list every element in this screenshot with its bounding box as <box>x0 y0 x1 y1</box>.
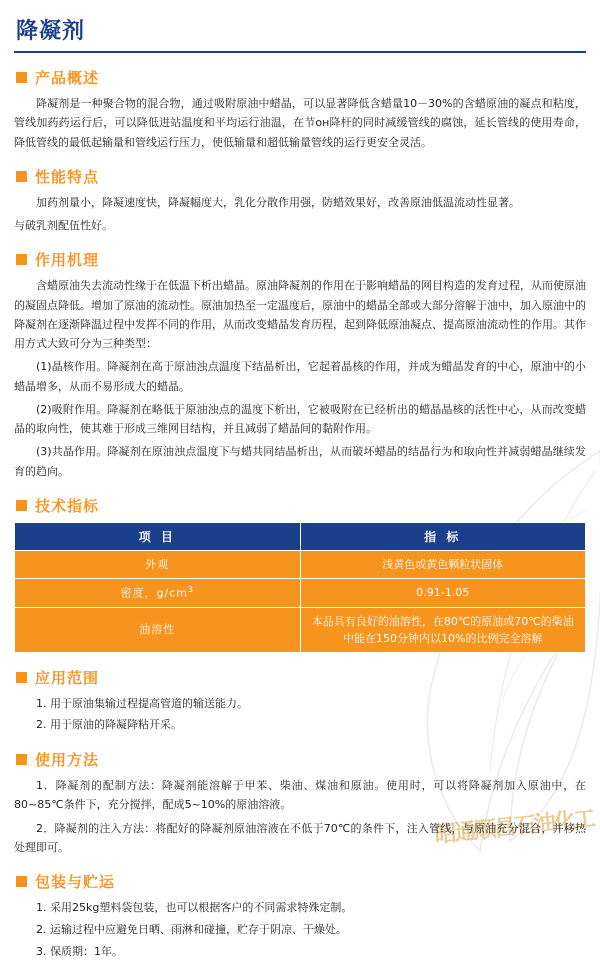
paragraph: 降凝剂是一种聚合物的混合物，通过吸附原油中蜡晶，可以显著降低含蜡量10－30%的含蜡原油的凝点和粘度，管线加药药运行后，可以降低进站温度和平均运行油温，在节он降杆的同时减缓管线的腐蚀，延长管线的使用寿命，降低管线的最低起输量和管线运行压力，使低输量和超低输量管线的运行更安全灵活。 <box>14 97 586 149</box>
cell-label-base: 密度，g/cm <box>120 586 188 600</box>
title-divider <box>14 51 586 53</box>
paragraph: 与破乳剂配伍性好。 <box>14 219 113 232</box>
company-watermark-text: 昭通顺昌石油化工 <box>433 806 596 849</box>
square-bullet-icon <box>16 254 27 265</box>
cell-label: 外观 <box>15 550 301 578</box>
section-title: 作用机理 <box>35 251 100 270</box>
section-heading-specifications <box>16 495 586 516</box>
list-item: 2. 运输过程中应避免日晒、雨淋和碰撞，贮存于阴凉、干燥处。 <box>36 922 347 936</box>
square-bullet-icon <box>16 72 27 83</box>
section-title: 包装与贮运 <box>35 873 116 892</box>
paragraph: (2)吸附作用。降凝剂在略低于原油浊点的温度下析出，它被吸附在已经析出的蜡晶晶核的活性中心，从而改变蜡晶的取向性，使其难于形成三维网目结构，并且减弱了蜡晶间的黏附作用。 <box>14 402 586 435</box>
section-heading-usage <box>16 749 586 770</box>
paragraph: (1)晶核作用。降凝剂在高于原油浊点温度下结晶析出，它起着晶核的作用，并成为蜡晶发育的中心，原油中的小蜡晶增多，从而不易形成大的蜡晶。 <box>14 360 586 393</box>
column-header-item: 项 目 <box>15 522 301 550</box>
section-heading-mechanism <box>16 249 586 270</box>
cell-label <box>15 578 301 607</box>
table-row <box>15 607 586 652</box>
section-title: 产品概述 <box>35 69 100 87</box>
paragraph: (3)共晶作用。降凝剂在原油浊点温度下与蜡共同结晶析出，从而破坏蜡晶的结晶行为和取向性并减弱蜡晶继续发育的趋向。 <box>14 445 586 478</box>
square-bullet-icon <box>16 500 27 511</box>
section-heading-features <box>16 166 586 187</box>
paragraph: 含蜡原油失去流动性缘于在低温下析出蜡晶。原油降凝剂的作用在于影响蜡晶的网目构造的发育过程，从而使原油的凝固点降低。增加了原油的流动性。原油加热至一定温度后，原油中的蜡晶全部或大部分溶解于油中，加入原油中的降凝剂在逐渐降温过程中发挥不同的作用，从而改变蜡晶发育历程，起到降低原油凝点、提高原油流动性的作用。其作用方式大致可分为三种类型： <box>14 279 586 350</box>
list-item: 1. 采用25kg塑料袋包装，也可以根据客户的不同需求特殊定制。 <box>36 901 353 915</box>
section-heading-overview <box>16 67 586 88</box>
specification-table <box>14 522 586 653</box>
square-bullet-icon <box>16 754 27 765</box>
section-title: 应用范围 <box>35 668 100 687</box>
table-row <box>15 578 586 607</box>
paragraph: 1．降凝剂的配制方法：降凝剂能溶解于甲苯、柴油、煤油和原油。使用时，可以将降凝剂加入原油中，在80~85℃条件下，充分搅拌，配成5~10%的原油溶液。 <box>14 779 586 812</box>
table-header-row <box>15 522 586 550</box>
page-title: 降凝剂 <box>16 19 86 44</box>
section-title: 技术指标 <box>35 496 100 515</box>
paragraph: 2．降凝剂的注入方法：将配好的降凝剂原油溶液在不低于70℃的条件下，注入管线，与原油充分混合，并移热处理即可。 <box>14 821 586 854</box>
column-header-index: 指 标 <box>300 522 586 550</box>
cell-value: 0.91-1.05 <box>300 578 586 607</box>
table-row <box>15 550 586 578</box>
section-heading-packaging <box>16 871 586 892</box>
section-heading-applications <box>16 667 586 688</box>
list-item: 3. 保质期：1年。 <box>36 944 123 958</box>
square-bullet-icon <box>16 876 27 887</box>
square-bullet-icon <box>16 672 27 683</box>
list-item: 2. 用于原油的降凝降粘开采。 <box>36 718 182 732</box>
section-title: 使用方法 <box>35 751 100 770</box>
square-bullet-icon <box>16 171 27 182</box>
cell-value: 浅黄色或黄色颗粒状固体 <box>300 550 586 578</box>
cell-label-superscript: 3 <box>187 584 195 594</box>
paragraph: 加药剂量小，降凝速度快，降凝幅度大，乳化分散作用强，防蜡效果好，改善原油低温流动性显著。 <box>36 195 520 209</box>
cell-label: 油溶性 <box>15 607 301 652</box>
cell-value: 本品具有良好的油溶性，在80℃的原油或70℃的柴油中能在150分钟内以10%的比例完全溶解 <box>300 607 586 652</box>
section-title: 性能特点 <box>35 167 100 186</box>
list-item: 1. 用于原油集输过程提高管道的输送能力。 <box>36 696 248 710</box>
